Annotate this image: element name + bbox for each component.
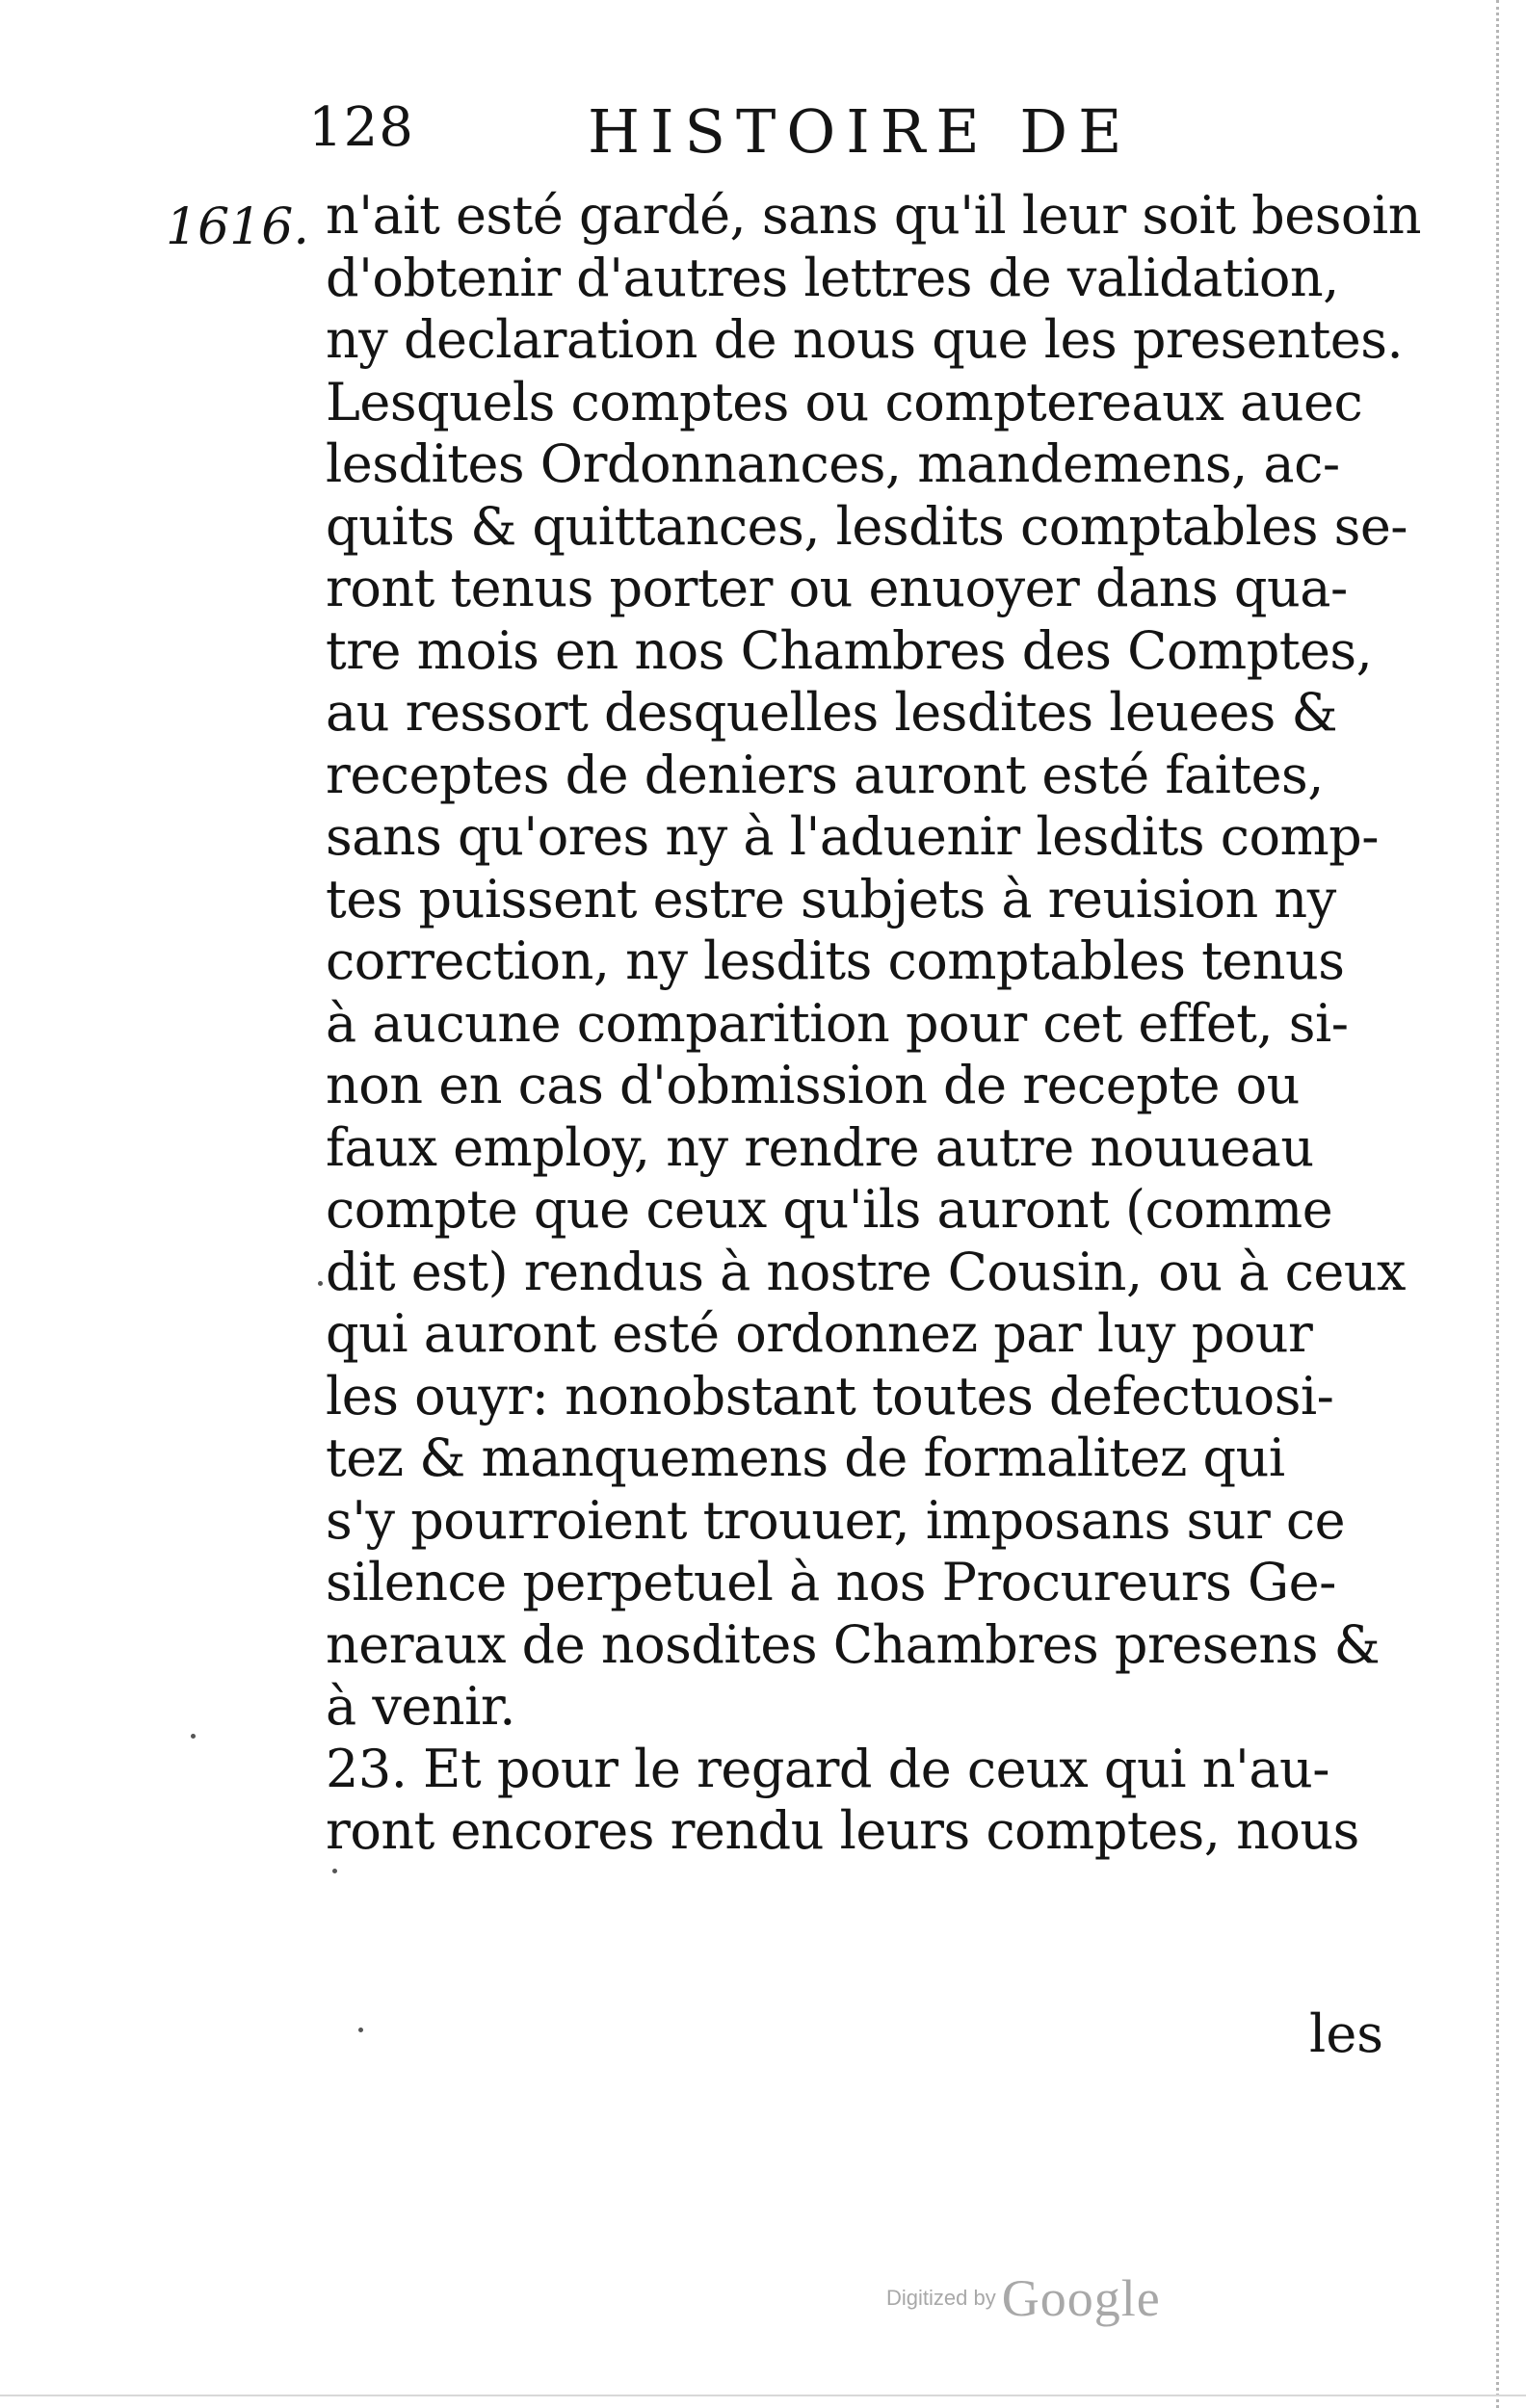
scan-edge (1496, 0, 1499, 2408)
text-line: quits & quittances, lesdits comptables se- (326, 495, 1408, 557)
text-line: 23. Et pour le regard de ceux qui n'au- (326, 1738, 1330, 1799)
text-line: à venir. (326, 1676, 515, 1737)
running-title: HISTOIRE DE (588, 96, 1133, 167)
text-line: n'ait esté gardé, sans qu'il leur soit besoin (326, 185, 1421, 246)
catchword: les (1309, 2003, 1383, 2064)
ink-speck (191, 1734, 196, 1739)
text-line: tes puissent estre subjets à reuision ny (326, 868, 1336, 929)
text-line: s'y pourroient trouuer, imposans sur ce (326, 1489, 1346, 1551)
text-line: ront tenus porter ou enuoyer dans qua- (326, 558, 1348, 618)
ink-speck (332, 1869, 337, 1873)
text-line: les ouyr: nonobstant toutes defectuosi- (326, 1365, 1334, 1426)
text-line: ront encores rendu leurs comptes, nous (326, 1800, 1359, 1861)
text-line: qui auront esté ordonnez par luy pour (326, 1303, 1313, 1364)
text-line: neraux de nosdites Chambres presens & (326, 1613, 1381, 1675)
text-line: dit est) rendus à nostre Cousin, ou à ceux (326, 1241, 1407, 1302)
text-line: tez & manquemens de formalitez qui (326, 1427, 1285, 1488)
text-line: au ressort desquelles lesdites leuees & (326, 682, 1338, 743)
watermark-prefix: Digitized by (886, 2286, 996, 2310)
text-line: receptes de deniers auront esté faites, (326, 744, 1324, 805)
text-line: sans qu'ores ny à l'aduenir lesdits comp- (326, 806, 1379, 867)
margin-year-note: 1616. (166, 198, 309, 256)
text-line: compte que ceux qu'ils auront (comme (326, 1179, 1333, 1240)
text-line: silence perpetuel à nos Procureurs Ge- (326, 1552, 1336, 1612)
text-line: faux employ, ny rendre autre nouueau (326, 1116, 1314, 1178)
text-line: correction, ny lesdits comptables tenus (326, 930, 1345, 991)
scan-bottom-edge (0, 2395, 1526, 2396)
ink-speck (318, 1281, 323, 1286)
google-logo: Google (1001, 2269, 1161, 2327)
page-header (308, 96, 1214, 173)
text-line: Lesquels comptes ou comptereaux auec (326, 371, 1363, 432)
text-line: ny declaration de nous que les presentes. (326, 309, 1404, 370)
ink-speck (358, 2028, 363, 2032)
text-line: à aucune comparition pour cet effet, si- (326, 992, 1349, 1054)
text-line: non en cas d'obmission de recepte ou (326, 1055, 1300, 1115)
text-line: tre mois en nos Chambres des Comptes, (326, 619, 1373, 681)
page-number: 128 (308, 96, 414, 159)
body-text (326, 185, 1421, 1863)
digitized-watermark (886, 2268, 1161, 2326)
text-line: d'obtenir d'autres lettres de validation, (326, 247, 1339, 308)
text-line: lesdites Ordonnances, mandemens, ac- (326, 433, 1340, 494)
